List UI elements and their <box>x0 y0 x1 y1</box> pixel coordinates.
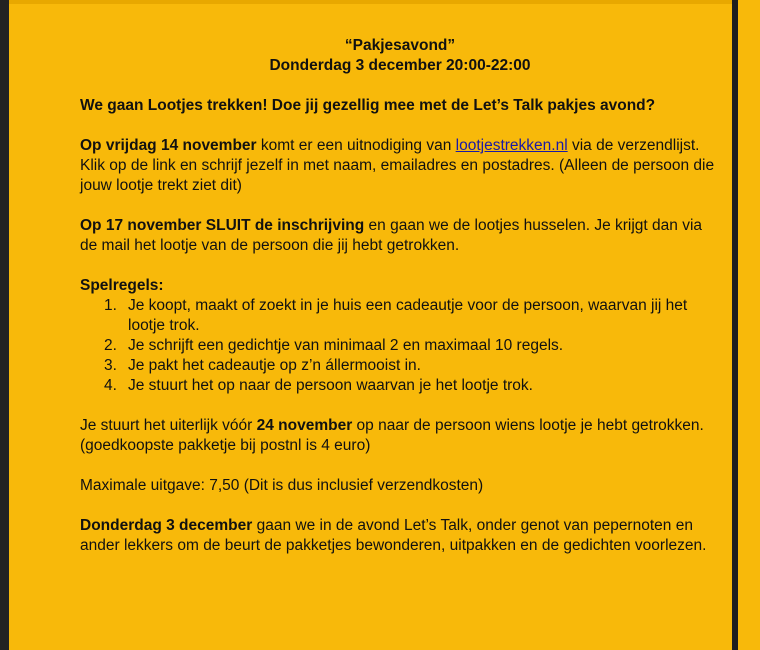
rule-number: 1. <box>104 297 117 314</box>
event-day: Donderdag 3 december <box>80 517 253 534</box>
event-date: Donderdag 3 december 20:00-22:00 <box>269 57 531 74</box>
registration-close: Op 17 november SLUIT de inschrijving <box>80 217 365 234</box>
deadline-paragraph <box>80 416 720 456</box>
left-frame-border <box>0 0 9 650</box>
top-edge <box>9 0 738 4</box>
deadline-text-1: Je stuurt het uiterlijk vóór <box>80 417 257 434</box>
rule-text: Je schrijft een gedichtje van minimaal 2 en maximaal 10 regels. <box>128 337 564 354</box>
rules-heading <box>80 276 720 296</box>
deadline-text-2: op naar de persoon wiens lootje je hebt getrokken. (goedkoopste pakketje bij postnl is 4 euro) <box>80 417 704 454</box>
invite-text-1: komt er een uitnodiging van <box>256 137 456 154</box>
rule-number: 2. <box>104 337 117 354</box>
registration-text: en gaan we de lootjes husselen. Je krijgt dan via de mail het lootje van de persoon die jij hebt getrokken. <box>80 217 703 254</box>
rule-number: 3. <box>104 357 117 374</box>
rule-item <box>80 376 720 396</box>
deadline-date: 24 november <box>256 417 353 434</box>
headline <box>80 96 720 116</box>
rules-heading-text: Spelregels: <box>80 277 164 294</box>
rule-text: Je stuurt het op naar de persoon waarvan je het lootje trok. <box>128 377 533 394</box>
rule-item <box>80 336 720 356</box>
rules-list <box>80 296 720 396</box>
flyer-document <box>80 36 720 556</box>
rule-text: Je pakt het cadeautje op z’n állermooist in. <box>128 357 421 374</box>
invite-text-2: via de verzendlijst. Klik op de link en schrijf jezelf in met naam, emailadres en postadres. (Alleen de persoon die jouw lootje trekt ziet dit) <box>80 137 715 194</box>
rule-text: Je koopt, maakt of zoekt in je huis een cadeautje voor de persoon, waarvan jij het lootje trok. <box>128 297 688 334</box>
right-frame-border <box>732 0 760 650</box>
invitation-paragraph <box>80 136 720 196</box>
invite-date: Op vrijdag 14 november <box>80 137 257 154</box>
flyer-title: “Pakjesavond” <box>344 37 456 54</box>
rule-number: 4. <box>104 377 117 394</box>
headline-text: We gaan Lootjes trekken! Doe jij gezellig mee met de Let’s Talk pakjes avond? <box>80 97 656 114</box>
event-paragraph <box>80 516 720 556</box>
lootjestrekken-link[interactable]: lootjestrekken.nl <box>455 137 568 154</box>
registration-paragraph <box>80 216 720 256</box>
rule-item <box>80 296 720 336</box>
rule-item <box>80 356 720 376</box>
budget-paragraph: Maximale uitgave: 7,50 (Dit is dus inclusief verzendkosten) <box>80 477 484 494</box>
event-text: gaan we in de avond Let’s Talk, onder genot van pepernoten en ander lekkers om de beurt de pakketjes bewonderen, uitpakken en de gedichten voorlezen. <box>80 517 707 554</box>
